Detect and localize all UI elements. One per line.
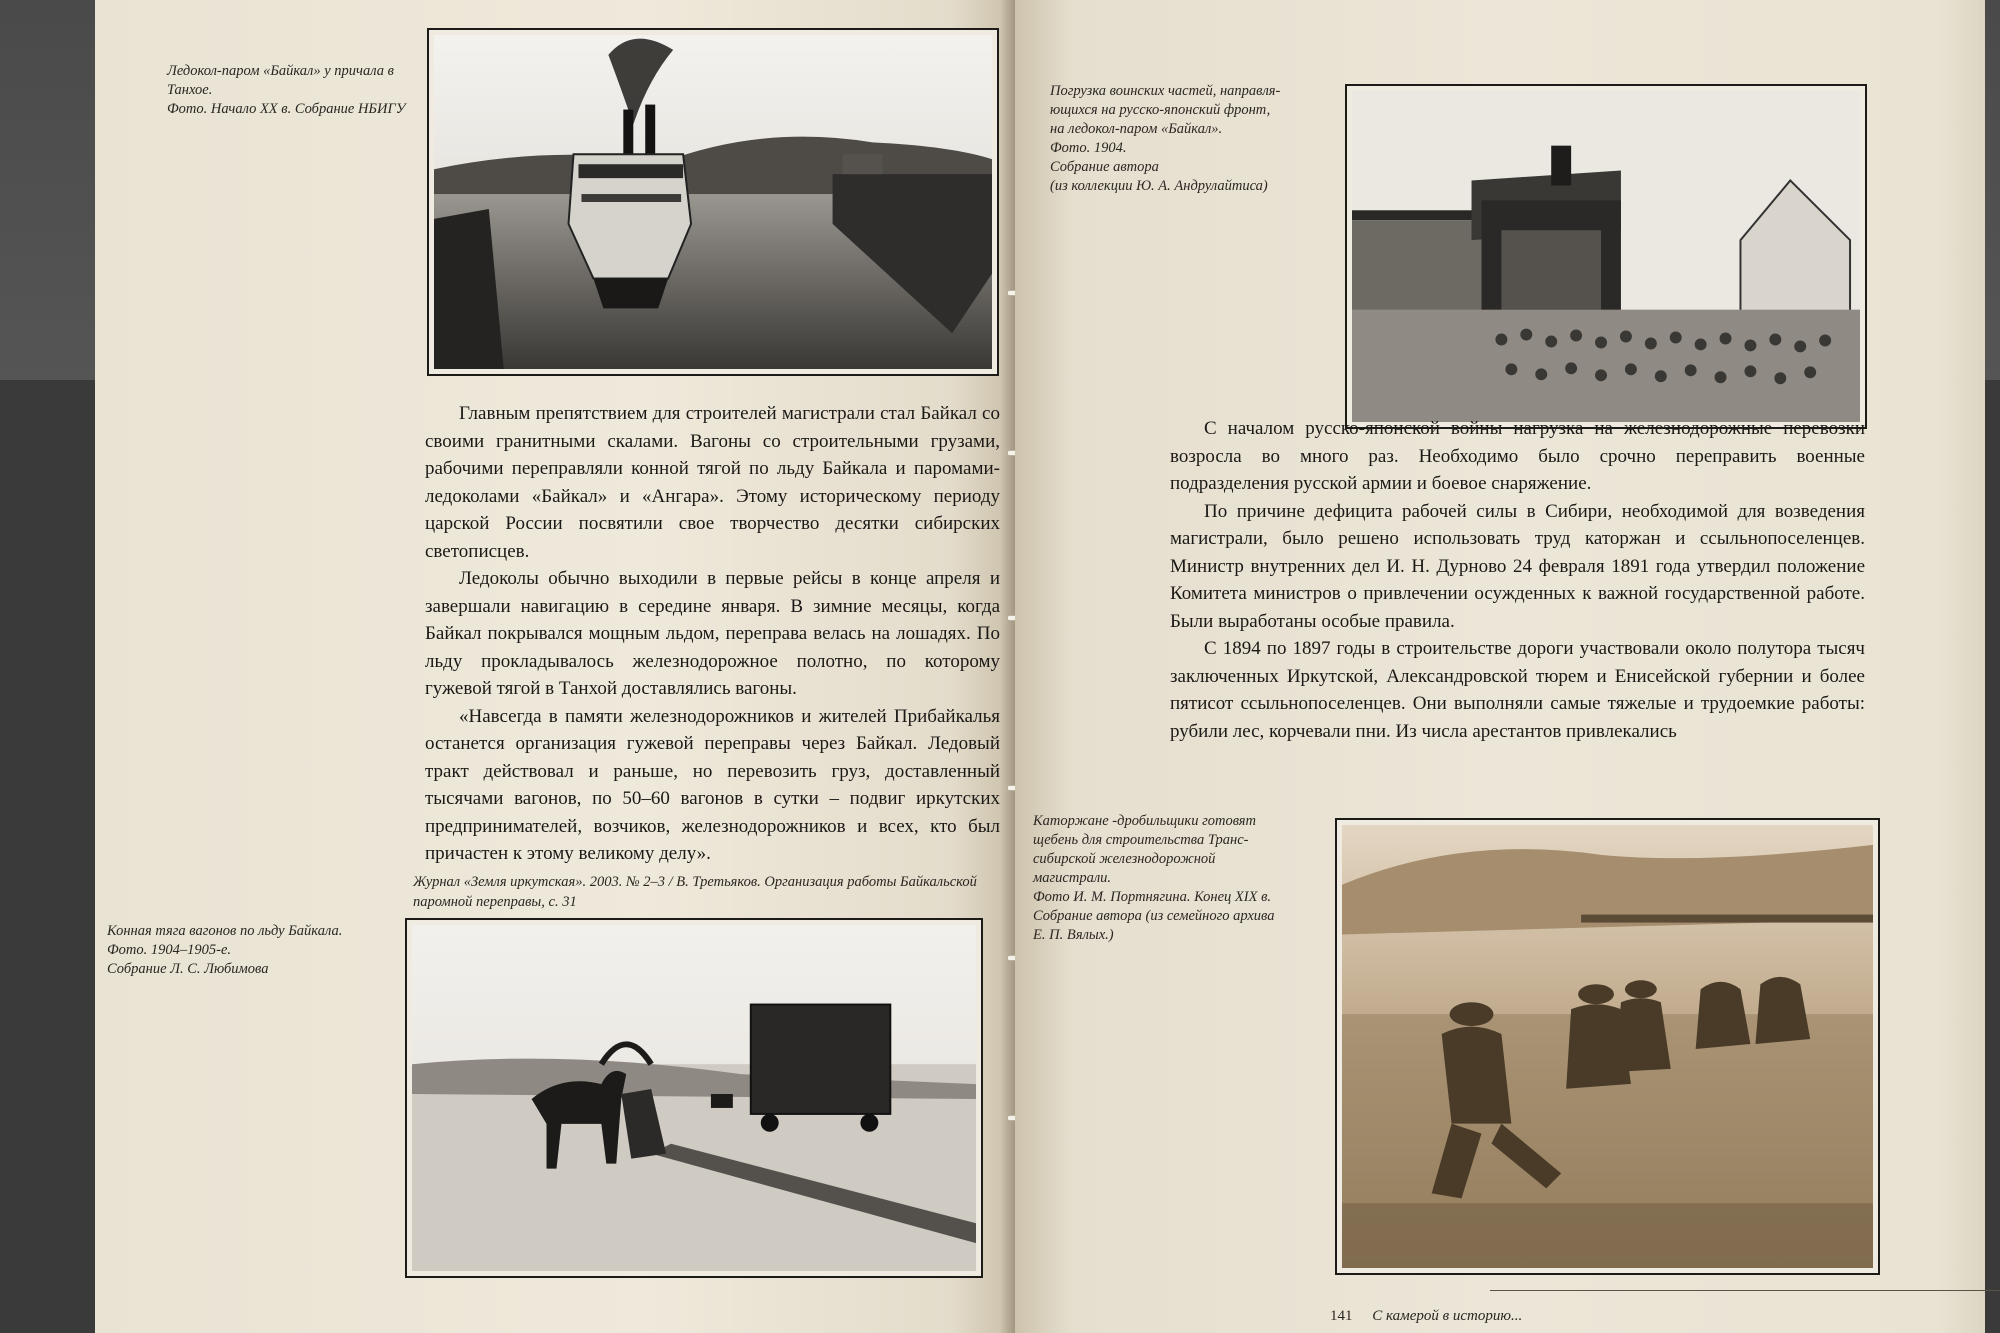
right-page [1015,0,1985,1333]
caption-line: Е. П. Вялых.) [1033,927,1114,943]
convicts-photo-caption [1033,812,1338,945]
caption-line: щебень для строительства Транс- [1033,832,1249,848]
ferry-photo [427,28,999,376]
paragraph: С 1894 по 1897 годы в строительстве дороги участвовали около полутора тысяч заключенных Иркутской, Александровской тюрем и Енисейской губернии и более пятисот ссыльнопоселенцев. Они выполняли самые тяжелые и трудоемкие работы: рубили лес, корчевали пни. Из числа арестантов привлекались [1170,638,1865,742]
horse-railcar-image [412,925,976,1271]
caption-line: Погрузка воинских частей, направля- [1050,83,1281,99]
caption-line: на ледокол-паром «Байкал». [1050,121,1223,137]
convicts-photo [1335,818,1880,1275]
ferry-photo-caption [167,62,437,119]
paragraph: Главным препятствием для строителей магистрали стал Байкал со своими гранитными скалами. Вагоны со строительными грузами, рабочими переправляли конной тягой по льду Байкала и паромами-ледоколами «Байкал» и «Ангара». Этому историческому периоду царской России посвятили свое творчество десятки сибирских светописцев. [425,403,1000,562]
horse-railcar-photo [405,918,983,1278]
caption-line: Фото. 1904. [1050,140,1127,156]
page-footer [1330,1308,1522,1325]
paragraph: По причине дефицита рабочей силы в Сибири, необходимой для возведения магистрали, было решено использовать труд каторжан и ссыльнопоселенцев. Министр внутренних дел И. Н. Дурново 24 февраля 1891 года утвердил положение Комитета министров о привлечении осужденных к важной государственной работе. Были выработаны особые правила. [1170,500,1865,632]
caption-line: Фото И. М. Портнягина. Конец XIX в. [1033,889,1272,905]
convicts-image [1342,825,1873,1268]
open-book [95,0,1985,1333]
troops-loading-photo [1345,84,1867,429]
caption-line: магистрали. [1033,870,1112,886]
caption-line: Конная тяга вагонов по льду Байкала. [107,923,343,939]
page-number: 141 [1330,1308,1353,1324]
left-body-text [425,400,1000,868]
caption-line: Собрание автора [1050,159,1159,175]
troops-loading-image [1352,91,1860,422]
caption-line: Танхое. [167,82,213,98]
ferry-image [434,35,992,369]
caption-line: Фото. 1904–1905-е. [107,942,232,958]
horse-photo-caption [107,922,417,979]
right-body-text [1170,415,1865,745]
paragraph: «Навсегда в памяти железнодорожников и жителей Прибайкалья останется организация гужевой переправы через Байкал. Ледовый тракт действовал и раньше, но перевозить груз, доставленный тысячами вагонов, по 50–60 вагонов в сутки – подвиг иркутских предпринимателей, возчиков, железнодорожников и всех, кто был причастен к этому великому делу». [425,705,1000,864]
caption-line: (из коллекции Ю. А. Андрулайтиса) [1050,178,1268,194]
paragraph: С началом русско-японской войны нагрузка на железнодорожные перевозки возросла во много раз. Необходимо было срочно переправить военные подразделения русской армии и боевое снаряжение. [1170,418,1865,494]
caption-line: ющихся на русско-японский фронт, [1050,102,1271,118]
caption-line: Каторжане -дробильщики готовят [1033,813,1257,829]
running-title: С камерой в историю... [1372,1308,1523,1324]
troops-photo-caption [1050,82,1340,196]
caption-line: Собрание автора (из семейного архива [1033,908,1275,924]
caption-line: Собрание Л. С. Любимова [107,961,269,977]
footer-rule [1490,1290,2000,1291]
left-page [95,0,1015,1333]
caption-line: Ледокол-паром «Байкал» у причала в [167,63,394,79]
paragraph: Ледоколы обычно выходили в первые рейсы в конце апреля и завершали навигацию в середине января. В зимние месяцы, когда Байкал покрывался мощным льдом, переправа велась на лошадях. По льду прокладывалось железнодорожное полотно, по которому гужевой тягой в Танхой доставлялись вагоны. [425,568,1000,699]
caption-line: сибирской железнодорожной [1033,851,1216,867]
caption-line: Фото. Начало XX в. Собрание НБИГУ [167,101,406,117]
source-citation: Журнал «Земля иркутская». 2003. № 2–3 / В. Третьяков. Организация работы Байкальской паромной переправы, с. 31 [413,874,977,910]
